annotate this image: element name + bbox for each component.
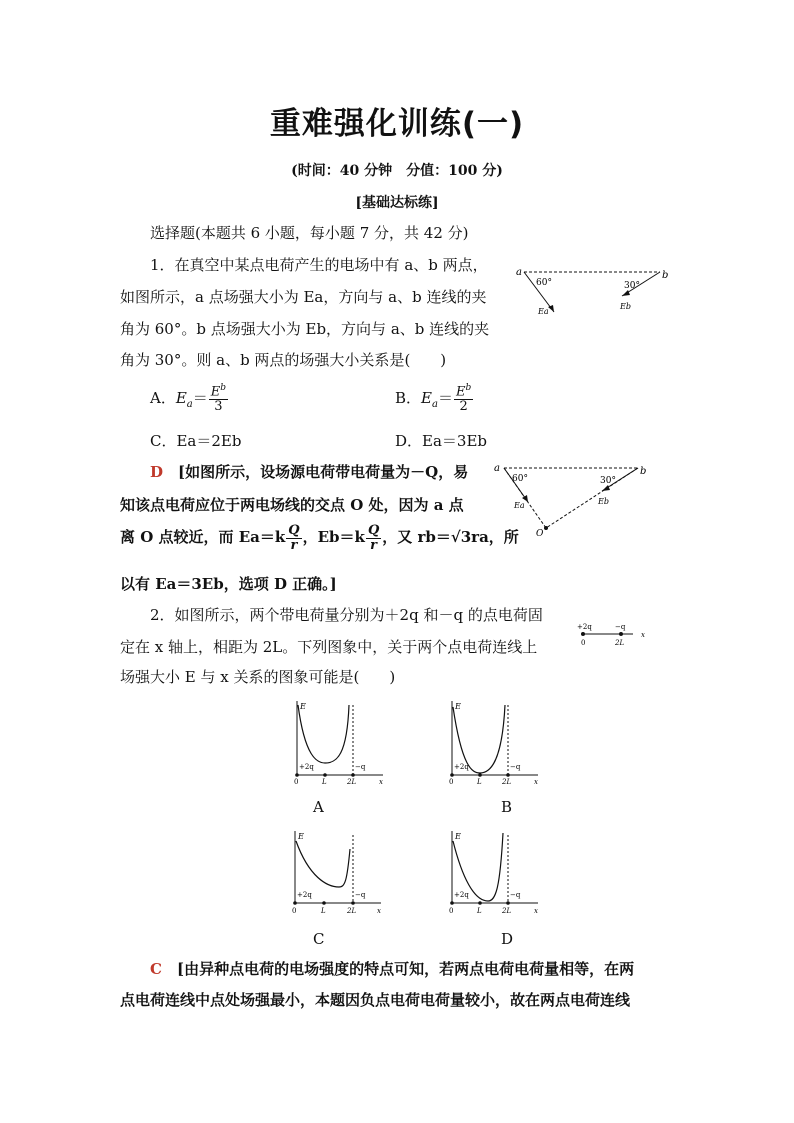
q1-stem-line-1: 1．在真空中某点电荷产生的电场中有 a、b 两点， (150, 256, 488, 274)
q2-graph-a[interactable] (285, 697, 395, 785)
q1-stem-line-4: 角为 30°。则 a、b 两点的场强大小关系是( ) (120, 351, 447, 369)
q1-option-d[interactable]: D．Ea＝3Eb (395, 432, 488, 450)
exam-meta: (时间：40 分钟 分值：100 分) (291, 163, 503, 179)
q1-explanation-line-3: 离 O 点较近，而 Ea＝k $\frac{Q}{r}$ ，Eb＝k $\frac{Q}{r}$ ，又 rb＝√3ra，所 (120, 523, 519, 553)
graph-a-2L: 2L (347, 778, 357, 785)
graph-d-minus: −q (510, 891, 521, 899)
fig1-label-a: a (516, 267, 522, 278)
q1-option-b-label: B． (395, 388, 422, 407)
fig1-angle-30: 30° (624, 281, 640, 291)
section-heading: [基础达标练] (355, 195, 439, 211)
instruction: 选择题(本题共 6 小题，每小题 7 分，共 42 分) (150, 224, 469, 242)
q2-stem-line-3: 场强大小 E 与 x 关系的图象可能是( ) (120, 668, 396, 686)
axis-q-plus: +2q (577, 623, 592, 631)
graph-b-L: L (477, 778, 482, 785)
graph-d-x: x (534, 907, 538, 915)
fig2-angle-60: 60° (512, 474, 528, 484)
q1-explanation-line-4: 以有 Ea＝3Eb，选项 D 正确。] (120, 575, 337, 593)
q1-answer: D (150, 463, 164, 481)
q2-option-d-label: D (501, 930, 514, 948)
q1-explanation-figure (490, 458, 650, 540)
fig1-label-b: b (662, 270, 669, 281)
q2-explanation-line-2: 点电荷连线中点处场强最小，本题因负点电荷电荷量较小，故在两点电荷连线 (120, 991, 631, 1009)
graph-b-minus: −q (510, 763, 521, 771)
graph-c-zero: 0 (292, 907, 297, 915)
graph-b-zero: 0 (449, 778, 454, 785)
fig1-label-Eb: Eb (620, 302, 631, 311)
q2-graph-b[interactable] (440, 697, 550, 785)
q2-graph-d[interactable] (440, 827, 550, 919)
q2-option-b-label: B (501, 798, 513, 816)
q2-graph-c[interactable] (283, 827, 393, 919)
fig1-angle-60: 60° (536, 278, 552, 288)
q1-option-a-label: A． (150, 388, 176, 407)
graph-b-2L: 2L (502, 778, 512, 785)
q1-figure (510, 262, 670, 324)
graph-d-L: L (477, 907, 482, 915)
fig2-angle-30: 30° (600, 476, 616, 486)
axis-q-minus: −q (615, 623, 626, 631)
q1-stem-line-3: 角为 60°。b 点场强大小为 Eb，方向与 a、b 连线的夹 (120, 320, 490, 338)
axis-2L: 2L (615, 639, 625, 647)
fig2-label-O: O (536, 529, 544, 539)
q1-option-c[interactable]: C．Ea＝2Eb (150, 432, 242, 450)
graph-a-E-label: E (300, 702, 306, 711)
page-title: 重难强化训练(一) (269, 106, 525, 142)
graph-a-minus: −q (355, 763, 366, 771)
graph-d-E-label: E (455, 832, 461, 841)
graph-c-2L: 2L (347, 907, 357, 915)
graph-c-L: L (321, 907, 326, 915)
graph-a-x: x (379, 778, 383, 785)
graph-b-E-label: E (455, 702, 461, 711)
fig2-label-Eb: Eb (598, 497, 609, 506)
q1-explanation-line-2: 知该点电荷应位于两电场线的交点 O 处，因为 a 点 (120, 496, 464, 514)
graph-c-minus: −q (355, 891, 366, 899)
q1-stem-line-2: 如图所示，a 点场强大小为 Ea，方向与 a、b 连线的夹 (120, 288, 487, 306)
graph-d-zero: 0 (449, 907, 454, 915)
fig2-label-Ea: Ea (514, 501, 525, 510)
graph-c-E-label: E (298, 832, 304, 841)
graph-b-x: x (534, 778, 538, 785)
axis-zero: 0 (581, 639, 586, 647)
graph-a-zero: 0 (294, 778, 299, 785)
q2-stem-line-2: 定在 x 轴上，相距为 2L。下列图象中，关于两个点电荷连线上 (120, 638, 538, 656)
q1-option-a[interactable]: A．$E_a=$ $\frac{E^b}{3}$ (150, 383, 227, 414)
fig2-label-a: a (494, 463, 500, 474)
graph-c-plus: +2q (297, 891, 312, 899)
graph-d-plus: +2q (454, 891, 469, 899)
fig1-label-Ea: Ea (538, 307, 549, 316)
q2-stem-line-1: 2．如图所示，两个带电荷量分别为＋2q 和－q 的点电荷固 (150, 606, 543, 624)
graph-d-2L: 2L (502, 907, 512, 915)
fig2-label-b: b (640, 466, 647, 477)
q2-answer: C (150, 960, 162, 978)
q1-explanation-line-1: D [如图所示，设场源电荷带电荷量为－Q，易 (150, 463, 469, 481)
q2-option-a-label: A (313, 798, 324, 816)
graph-c-x: x (377, 907, 381, 915)
graph-a-L: L (322, 778, 327, 785)
q2-option-c-label: C (313, 930, 325, 948)
graph-b-plus: +2q (454, 763, 469, 771)
q2-axis-figure (575, 620, 655, 650)
q2-explanation-line-1: C [由异种点电荷的电场强度的特点可知，若两点电荷电荷量相等，在两 (150, 960, 635, 978)
q1-option-b[interactable]: B．$E_a=$ $\frac{E^b}{2}$ (395, 383, 472, 414)
graph-a-plus: +2q (299, 763, 314, 771)
axis-x: x (641, 631, 645, 639)
